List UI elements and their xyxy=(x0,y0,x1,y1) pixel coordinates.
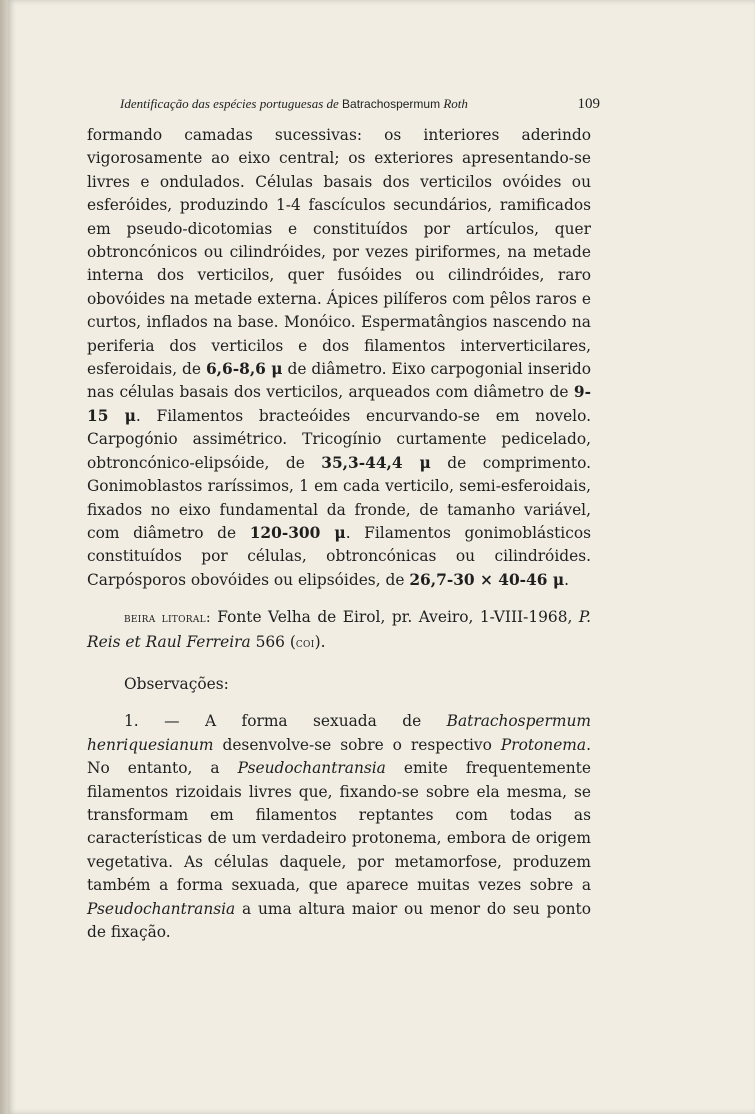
running-author: Roth xyxy=(443,96,468,111)
running-header xyxy=(120,96,600,112)
locality-record: beira litoral: Fonte Velha de Eirol, pr. Aveiro, 1-VIII-1968, P. Reis et Raul Ferreira 566 (coi). xyxy=(87,608,591,651)
species-description: formando camadas sucessivas: os interiores aderindo vigorosamente ao eixo central; os exteriores apresentando-se livres e ondulados. Células basais dos verticilos ovóides ou esferóides, produzindo 1-4 fascículos secundários, ramificados em pseudo-dicotomias e constituídos por artículos, quer obtroncónicos ou cilindróides, por vezes piriformes, na metade interna dos verticilos, quer fusóides ou cilindróides, raro obovóides na metade externa. Ápices pilíferos com pêlos raros e curtos, inflados na base. Monóico. Espermatângios nascendo na periferia dos verticilos e dos filamentos interverticilares, esferoidais, de 6,6-8,6 μ de diâmetro. Eixo carpogonial inserido nas células basais dos verticilos, arqueados com diâmetro de 9-15 μ. Filamentos bracteóides encurvando-se em novelo. Carpogónio assimétrico. Tricogínio curtamente pedicelado, obtroncónico-elipsóide, de 35,3-44,4 μ de comprimento. Gonimoblastos raríssimos, 1 em cada verticilo, semi-esferoidais, fixados no eixo fundamental da fronde, de tamanho variável, com diâmetro de 120-300 μ. Filamentos gonimoblásticos constituídos por células, obtroncónicas ou cilindróides. Carpósporos obovóides ou elipsóides, de 26,7-30 × 40-46 μ. xyxy=(87,126,592,589)
observation-1: 1. — A forma sexuada de Batrachospermum henriquesianum desenvolve-se sobre o respectivo Protonema. No entanto, a Pseudochantransia emite frequentemente filamentos rizoidais livres que, fixando-se sobre ela mesma, se transformam em filamentos reptantes com todas as características de um verdadeiro protonema, embora de origem vegetativa. As células daquele, por metamorfose, produzem também a forma sexuada, que aparece muitas vezes sobre a Pseudochantransia a uma altura maior ou menor do seu ponto de fixação. xyxy=(87,712,591,941)
herbarium-code: coi xyxy=(295,634,315,651)
measurement-trichogyne: 35,3-44,4 μ xyxy=(321,453,431,472)
running-genus: Batrachospermum xyxy=(342,97,441,111)
body-text xyxy=(87,124,591,944)
running-title: Identificação das espécies portuguesas de xyxy=(120,96,339,111)
measurement-gonimoblast: 120-300 μ xyxy=(249,523,346,542)
measurement-carpogonial: 9-15 μ xyxy=(87,383,591,425)
species-name: Batrachospermum henriquesianum xyxy=(87,712,591,754)
locality-region: beira litoral: xyxy=(124,610,211,627)
observations-heading: Observações: xyxy=(124,674,229,693)
book-spine-shadow xyxy=(0,0,8,1114)
measurement-carpospores: 26,7-30 × 40-46 μ xyxy=(409,570,565,589)
collectors: P. Reis et Raul Ferreira xyxy=(87,608,591,651)
measurement-spermatangia: 6,6-8,6 μ xyxy=(205,360,283,379)
page-number: 109 xyxy=(577,96,600,112)
